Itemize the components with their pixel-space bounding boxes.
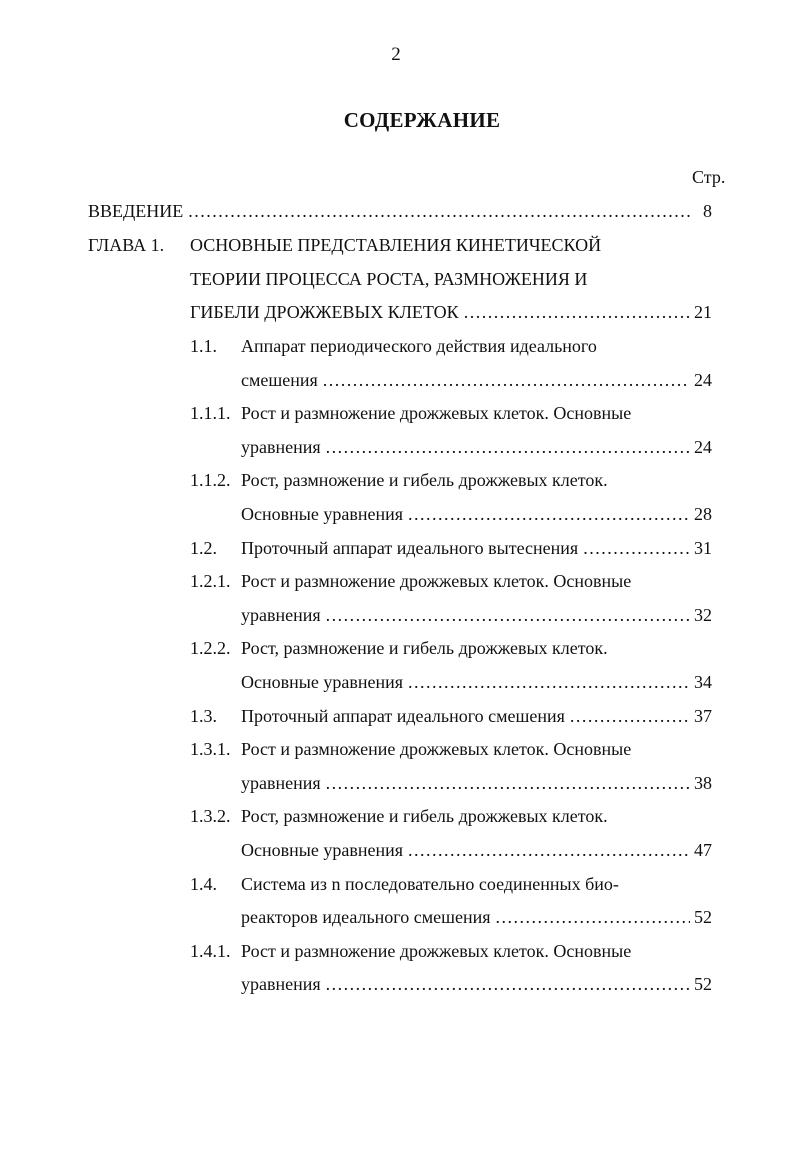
toc-entry-title-line: уравнения ..... 52: [241, 971, 712, 997]
toc-entry-number: 1.1.: [190, 336, 217, 356]
toc-entry-page: 52: [694, 907, 712, 927]
toc-entry-page: 28: [694, 504, 712, 524]
dot-leader: [321, 971, 690, 997]
dot-leader: [321, 770, 690, 796]
toc-entry-page: 47: [694, 840, 712, 860]
dot-leader: [491, 904, 690, 930]
toc-entry-page: 8: [703, 201, 712, 221]
toc-entry-page: 21: [694, 302, 712, 322]
toc-entry-introduction: [88, 198, 712, 224]
toc-entry-number: 1.4.: [190, 874, 217, 894]
toc-entry-page: 37: [694, 706, 712, 726]
toc-entry-title-line: Рост и размножение дрожжевых клеток. Основные: [241, 571, 632, 591]
toc-entry-title-line: Рост, размножение и гибель дрожжевых клеток.: [241, 470, 608, 490]
toc-entry-title-line: Рост, размножение и гибель дрожжевых клеток.: [241, 638, 608, 658]
toc-entry-title-line: Рост и размножение дрожжевых клеток. Основные: [241, 739, 632, 759]
toc-entry-number: 1.2.: [190, 538, 217, 558]
dot-leader: [321, 602, 690, 628]
toc-entry-title-line: ТЕОРИИ ПРОЦЕССА РОСТА, РАЗМНОЖЕНИЯ И: [190, 269, 588, 289]
toc-entry-title: ВВЕДЕНИЕ: [88, 201, 184, 221]
toc-entry-title-line: Рост и размножение дрожжевых клеток. Основные: [241, 403, 632, 423]
page-column-header: Стр.: [692, 167, 726, 187]
toc-entry-title-line: Система из n последовательно соединенных био-: [241, 874, 619, 894]
toc-entry-title-line: смешения ..... 24: [241, 367, 712, 393]
toc-entry-page: 52: [694, 974, 712, 994]
toc-entry-title-line: Рост, размножение и гибель дрожжевых клеток.: [241, 806, 608, 826]
toc-entry-number: 1.3.2.: [190, 806, 231, 826]
dot-leader: [183, 198, 690, 224]
dot-leader: [459, 299, 690, 325]
toc-title: СОДЕРЖАНИЕ: [343, 108, 501, 132]
toc-entry-title-line: Аппарат периодического действия идеального: [241, 336, 597, 356]
toc-entry-title-line: Проточный аппарат идеального вытеснения ..... 31: [241, 535, 712, 561]
toc-entry-page: 34: [694, 672, 712, 692]
toc-entry-page: 24: [694, 370, 712, 390]
dot-leader: [318, 367, 690, 393]
toc-entry-number: 1.4.1.: [190, 941, 231, 961]
toc-entry-title-line: Основные уравнения ..... 34: [241, 669, 712, 695]
toc-entry-title-line: Основные уравнения ..... 47: [241, 837, 712, 863]
toc-entry-page: 38: [694, 773, 712, 793]
page-number: 2: [391, 44, 401, 65]
toc-entry-title-line: ОСНОВНЫЕ ПРЕДСТАВЛЕНИЯ КИНЕТИЧЕСКОЙ: [190, 235, 602, 255]
toc-entry-title-line: Проточный аппарат идеального смешения ..... 37: [241, 703, 712, 729]
dot-leader: [403, 501, 690, 527]
toc-entry-number: 1.3.1.: [190, 739, 231, 759]
toc-entry-title-line: реакторов идеального смешения ..... 52: [241, 904, 712, 930]
toc-entry-page: 24: [694, 437, 712, 457]
toc-entry-title-line: Рост и размножение дрожжевых клеток. Основные: [241, 941, 632, 961]
toc-entry-number: ГЛАВА 1.: [88, 235, 165, 255]
toc-entry-title-line: Основные уравнения ..... 28: [241, 501, 712, 527]
dot-leader: [578, 535, 690, 561]
toc-entry-title-line: уравнения ..... 24: [241, 434, 712, 460]
toc-entry-title-line: ГИБЕЛИ ДРОЖЖЕВЫХ КЛЕТОК ..... 21: [190, 299, 712, 325]
toc-entry-page: 32: [694, 605, 712, 625]
toc-entry-number: 1.1.1.: [190, 403, 231, 423]
toc-entry-page: 31: [694, 538, 712, 558]
toc-entry-number: 1.2.1.: [190, 571, 231, 591]
toc-entry-number: 1.3.: [190, 706, 217, 726]
dot-leader: [403, 669, 690, 695]
dot-leader: [403, 837, 690, 863]
toc-entry-number: 1.1.2.: [190, 470, 231, 490]
toc-entry-number: 1.2.2.: [190, 638, 231, 658]
toc-entry-title-line: уравнения ..... 32: [241, 602, 712, 628]
toc-entry-title-line: уравнения ..... 38: [241, 770, 712, 796]
dot-leader: [565, 703, 690, 729]
dot-leader: [321, 434, 690, 460]
